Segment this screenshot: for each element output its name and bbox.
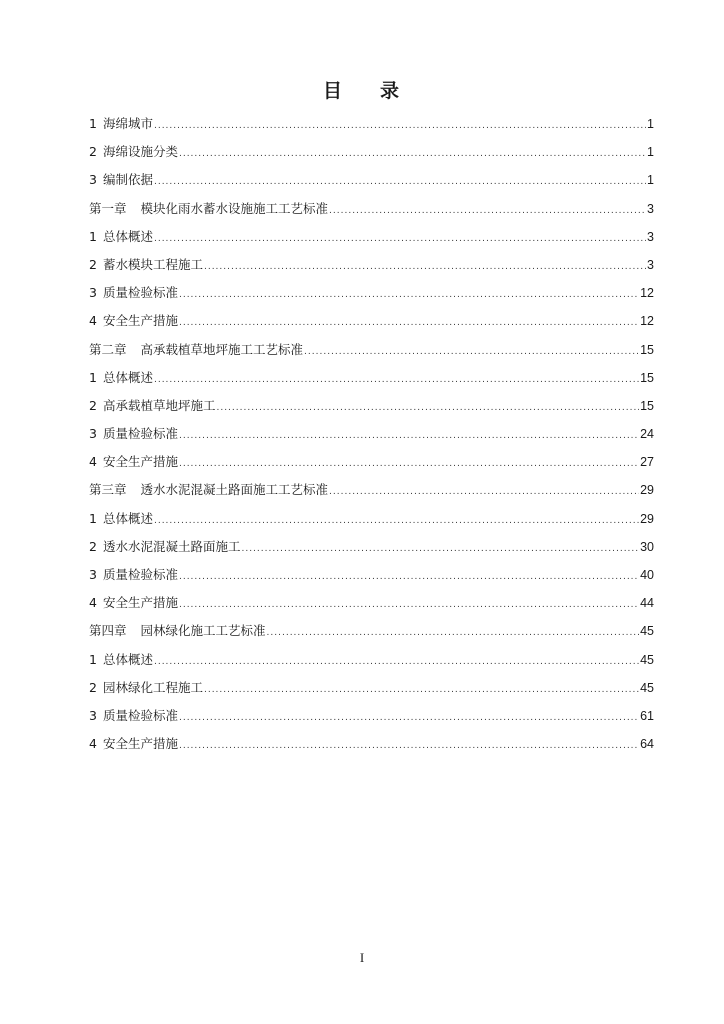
toc-entry-label (89, 702, 179, 730)
toc-entry-text: 模块化雨水蓄水设施施工工艺标准 (140, 200, 329, 216)
toc-entry-number: 4 (89, 454, 97, 470)
toc-entry-text: 安全生产措施 (102, 736, 178, 752)
toc-entry-text: 安全生产措施 (102, 454, 178, 470)
toc-entry-text: 质量检验标准 (102, 707, 178, 723)
toc-entry-label (89, 617, 267, 645)
toc-entry-label (89, 307, 179, 335)
toc-entry-label (89, 110, 154, 138)
toc-dot-leader (204, 676, 639, 704)
toc-chapter-entry[interactable] (89, 476, 654, 504)
toc-title-part1: 目 (322, 80, 344, 102)
toc-entry-text: 海绵城市 (102, 116, 153, 131)
toc-entry-page: 3 (647, 229, 654, 244)
toc-entry-text: 总体概述 (102, 369, 153, 385)
toc-entry-text: 质量检验标准 (102, 426, 178, 442)
toc-entry-number: 4 (89, 595, 97, 611)
toc-entry-text: 安全生产措施 (102, 595, 178, 611)
toc-entry-page: 44 (640, 596, 654, 611)
toc-dot-leader (216, 394, 639, 422)
toc-entry-page: 40 (640, 568, 654, 582)
toc-entry-number: 第三章 (89, 482, 127, 498)
toc-entry-page: 29 (640, 483, 654, 498)
toc-chapter-entry[interactable] (89, 617, 654, 645)
toc-entry-number: 2 (89, 397, 97, 413)
toc-section-entry[interactable] (89, 392, 654, 420)
toc-section-entry[interactable] (89, 364, 654, 392)
toc-dot-leader (267, 619, 640, 647)
toc-section-entry[interactable] (89, 561, 654, 589)
toc-entry-label (89, 138, 179, 166)
toc-entry-page: 45 (640, 652, 654, 667)
toc-dot-leader (154, 507, 639, 535)
toc-entry-page: 1 (647, 117, 654, 131)
toc-entry-label (89, 195, 329, 223)
toc-entry-text: 总体概述 (102, 228, 153, 244)
toc-entry-page: 3 (647, 257, 654, 272)
toc-entry-text: 园林绿化施工工艺标准 (140, 623, 266, 639)
toc-entry-number: 2 (89, 538, 97, 554)
toc-entry-label (89, 420, 179, 448)
toc-entry-label (89, 476, 329, 504)
toc-entry-number: 第四章 (89, 623, 127, 639)
toc-section-entry[interactable] (89, 589, 654, 617)
toc-entry-number: 3 (89, 426, 97, 442)
toc-section-entry[interactable] (89, 448, 654, 476)
toc-section-entry[interactable] (89, 279, 654, 307)
toc-entry-text: 编制依据 (102, 172, 153, 188)
toc-entry-page: 24 (640, 427, 654, 442)
toc-entry-label (89, 223, 154, 251)
toc-dot-leader (154, 112, 646, 140)
toc-dot-leader (179, 704, 639, 732)
toc-section-entry[interactable] (89, 307, 654, 335)
toc-entry-number: 第二章 (89, 341, 127, 357)
toc-entry-number: 4 (89, 313, 97, 329)
toc-dot-leader (179, 422, 639, 450)
toc-dot-leader (179, 563, 639, 591)
toc-entry-page: 3 (647, 201, 654, 216)
toc-entry-label (89, 166, 154, 194)
toc-chapter-entry[interactable] (89, 195, 654, 223)
toc-entry-page: 27 (640, 455, 654, 470)
toc-entry-text: 园林绿化工程施工 (102, 679, 203, 695)
toc-entry-number: 4 (89, 736, 97, 752)
toc-entry-number: 1 (89, 369, 97, 385)
toc-entry-text: 安全生产措施 (102, 313, 178, 329)
toc-entry-page: 64 (640, 737, 654, 752)
toc-entry-page: 1 (647, 145, 654, 160)
toc-entry-page: 15 (640, 398, 654, 413)
toc-entry-label (89, 392, 216, 420)
toc-entry-text: 质量检验标准 (102, 285, 178, 301)
toc-entry-number: 第一章 (89, 200, 127, 216)
toc-dot-leader (179, 309, 639, 337)
toc-entry-page: 1 (647, 173, 654, 188)
toc-entry-number: 3 (89, 285, 97, 301)
toc-dot-leader (329, 197, 646, 225)
toc-dot-leader (241, 535, 639, 563)
toc-entry-number: 1 (89, 510, 97, 526)
toc-entry-page: 30 (640, 539, 654, 554)
page-number: I (359, 950, 365, 965)
toc-entry-page: 29 (640, 511, 654, 526)
toc-dot-leader (154, 168, 646, 196)
toc-entry-text: 高承载植草地坪施工工艺标准 (140, 341, 304, 357)
toc-dot-leader (154, 366, 639, 394)
toc-entry-number: 2 (89, 256, 97, 272)
toc-entry-number: 3 (89, 172, 97, 188)
toc-entry-page: 12 (640, 314, 654, 329)
toc-dot-leader (329, 478, 639, 506)
toc-entry-page: 12 (640, 286, 654, 301)
toc-entry-label (89, 364, 154, 392)
toc-entry-number: 1 (89, 228, 97, 244)
toc-dot-leader (204, 253, 646, 281)
toc-section-entry[interactable] (89, 251, 654, 279)
toc-entry-number: 2 (89, 679, 97, 695)
toc-entry-label (89, 674, 204, 702)
toc-entry-text: 透水水泥混凝土路面施工工艺标准 (140, 482, 329, 498)
toc-entry-text: 总体概述 (102, 510, 153, 526)
toc-entry-text: 质量检验标准 (102, 567, 178, 582)
toc-entry-label (89, 730, 179, 758)
toc-entry-text: 蓄水模块工程施工 (102, 256, 203, 272)
toc-section-entry[interactable] (89, 110, 654, 138)
toc-section-entry[interactable] (89, 138, 654, 166)
toc-entry-page: 61 (640, 708, 654, 723)
toc-dot-leader (154, 648, 639, 676)
toc-entry-text: 总体概述 (102, 651, 153, 667)
toc-entry-label (89, 448, 179, 476)
toc-entry-label (89, 251, 204, 279)
toc-entry-label (89, 533, 241, 561)
toc-entry-page: 15 (640, 370, 654, 385)
toc-chapter-entry[interactable] (89, 336, 654, 364)
toc-dot-leader (179, 732, 639, 760)
toc-entry-text: 海绵设施分类 (102, 144, 178, 160)
toc-entry-number: 1 (89, 116, 97, 131)
toc-section-entry[interactable] (89, 730, 654, 758)
toc-dot-leader (179, 591, 639, 619)
toc-entry-label (89, 505, 154, 533)
toc-entry-text: 高承载植草地坪施工 (102, 397, 216, 413)
toc-title (0, 76, 724, 103)
toc-entry-label (89, 336, 304, 364)
toc-entry-number: 3 (89, 707, 97, 723)
toc-entry-label (89, 279, 179, 307)
toc-section-entry[interactable] (89, 674, 654, 702)
toc-dot-leader (179, 450, 639, 478)
table-of-contents (89, 110, 654, 758)
toc-dot-leader (304, 338, 639, 366)
toc-section-entry[interactable] (89, 533, 654, 561)
toc-section-entry[interactable] (89, 420, 654, 448)
toc-entry-page: 45 (640, 624, 654, 639)
toc-section-entry[interactable] (89, 166, 654, 194)
toc-section-entry[interactable] (89, 223, 654, 251)
toc-entry-label (89, 646, 154, 674)
toc-entry-number: 1 (89, 651, 97, 667)
toc-section-entry[interactable] (89, 702, 654, 730)
toc-entry-text: 透水水泥混凝土路面施工 (102, 538, 241, 554)
toc-title-part2: 录 (380, 80, 402, 102)
toc-entry-label (89, 589, 179, 617)
toc-section-entry[interactable] (89, 646, 654, 674)
toc-entry-number: 3 (89, 567, 97, 582)
toc-entry-number: 2 (89, 144, 97, 160)
toc-entry-page: 15 (640, 342, 654, 357)
toc-entry-page: 45 (640, 680, 654, 695)
toc-dot-leader (179, 140, 646, 168)
toc-dot-leader (154, 225, 646, 253)
toc-dot-leader (179, 281, 639, 309)
toc-section-entry[interactable] (89, 505, 654, 533)
toc-entry-label (89, 561, 179, 589)
